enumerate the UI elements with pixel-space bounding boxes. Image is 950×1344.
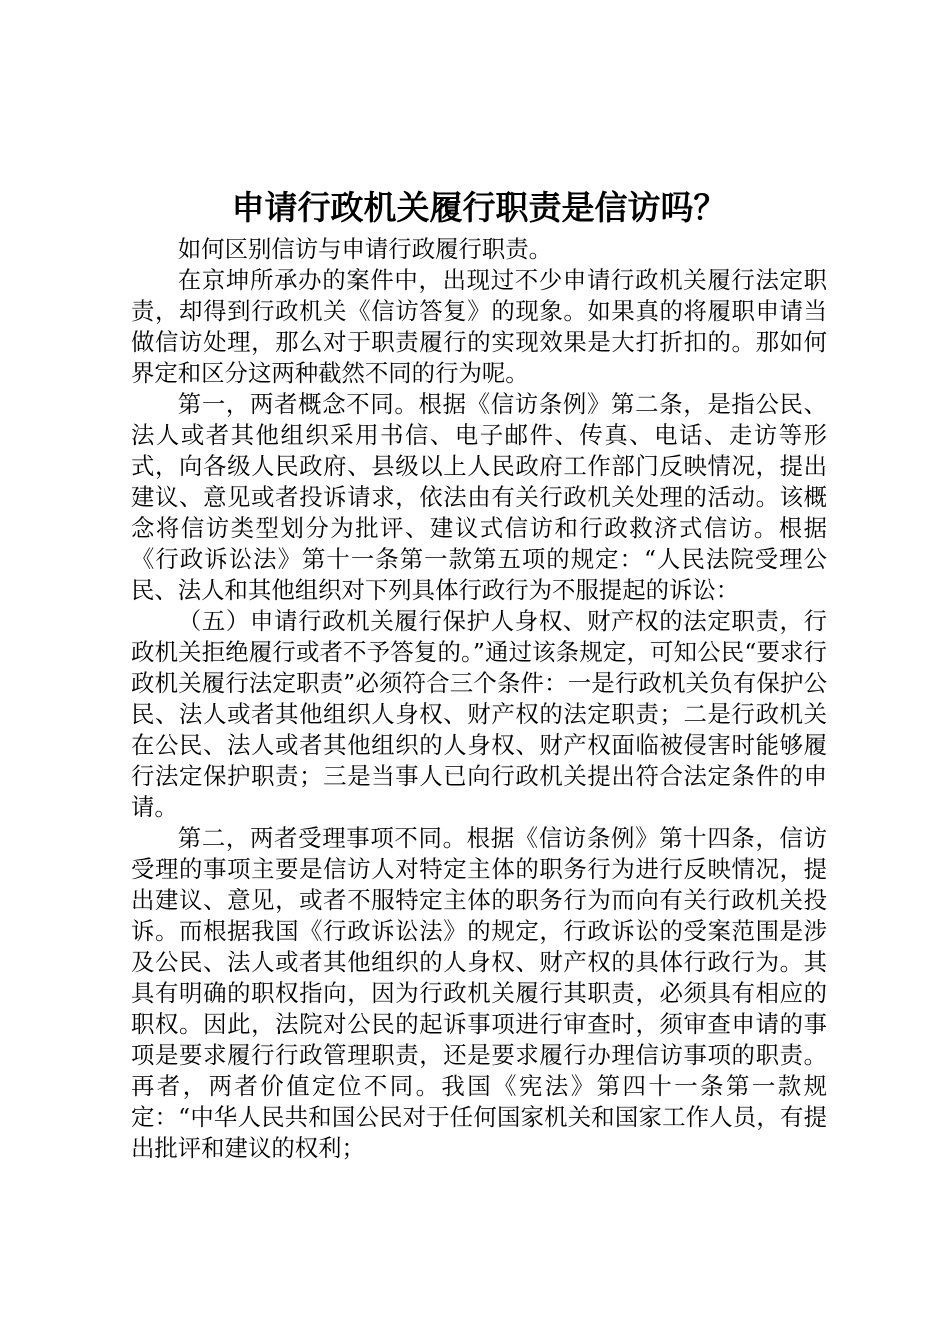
paragraph-background: 在京坤所承办的案件中，出现过不少申请行政机关履行法定职责，却得到行政机关《信访答复》的现象。如果真的将履职申请当做信访处理，那么对于职责履行的实现效果是大打折扣的。那如何界定和区分这两种截然不同的行为呢。 bbox=[131, 266, 827, 387]
paragraph-point-one: 第一，两者概念不同。根据《信访条例》第二条，是指公民、法人或者其他组织采用书信、电子邮件、传真、电话、走访等形式，向各级人民政府、县级以上人民政府工作部门反映情况，提出建议、意见或者投诉请求，依法由有关行政机关处理的活动。该概念将信访类型划分为批评、建议式信访和行政救济式信访。根据《行政诉讼法》第十一条第一款第五项的规定：“人民法院受理公民、法人和其他组织对下列具体行政行为不服提起的诉讼： bbox=[131, 390, 827, 604]
paragraph-point-two: 第二，两者受理事项不同。根据《信访条例》第十四条，信访受理的事项主要是信访人对特定主体的职务行为进行反映情况，提出建议、意见，或者不服特定主体的职务行为而向有关行政机关投诉。而根据我国《行政诉讼法》的规定，行政诉讼的受案范围是涉及公民、法人或者其他组织的人身权、财产权的具体行政行为。其具有明确的职权指向，因为行政机关履行其职责，必须具有相应的职权。因此，法院对公民的起诉事项进行审查时，须审查申请的事项是要求履行行政管理职责，还是要求履行办理信访事项的职责。再者，两者价值定位不同。我国《宪法》第四十一条第一款规定：“中华人民共和国公民对于任何国家机关和国家工作人员，有提出批评和建议的权利； bbox=[131, 824, 827, 1162]
paragraph-clause-five: （五）申请行政机关履行保护人身权、财产权的法定职责，行政机关拒绝履行或者不予答复的。”通过该条规定，可知公民“要求行政机关履行法定职责”必须符合三个条件：一是行政机关负有保护公民、法人或者其他组织人身权、财产权的法定职责；二是行政机关在公民、法人或者其他组织的人身权、财产权面临被侵害时能够履行法定保护职责；三是当事人已向行政机关提出符合法定条件的申请。 bbox=[131, 607, 827, 821]
document-page bbox=[131, 186, 827, 1164]
paragraph-intro: 如何区别信访与申请行政履行职责。 bbox=[177, 235, 553, 263]
document-title: 申请行政机关履行职责是信访吗？ bbox=[231, 188, 727, 227]
